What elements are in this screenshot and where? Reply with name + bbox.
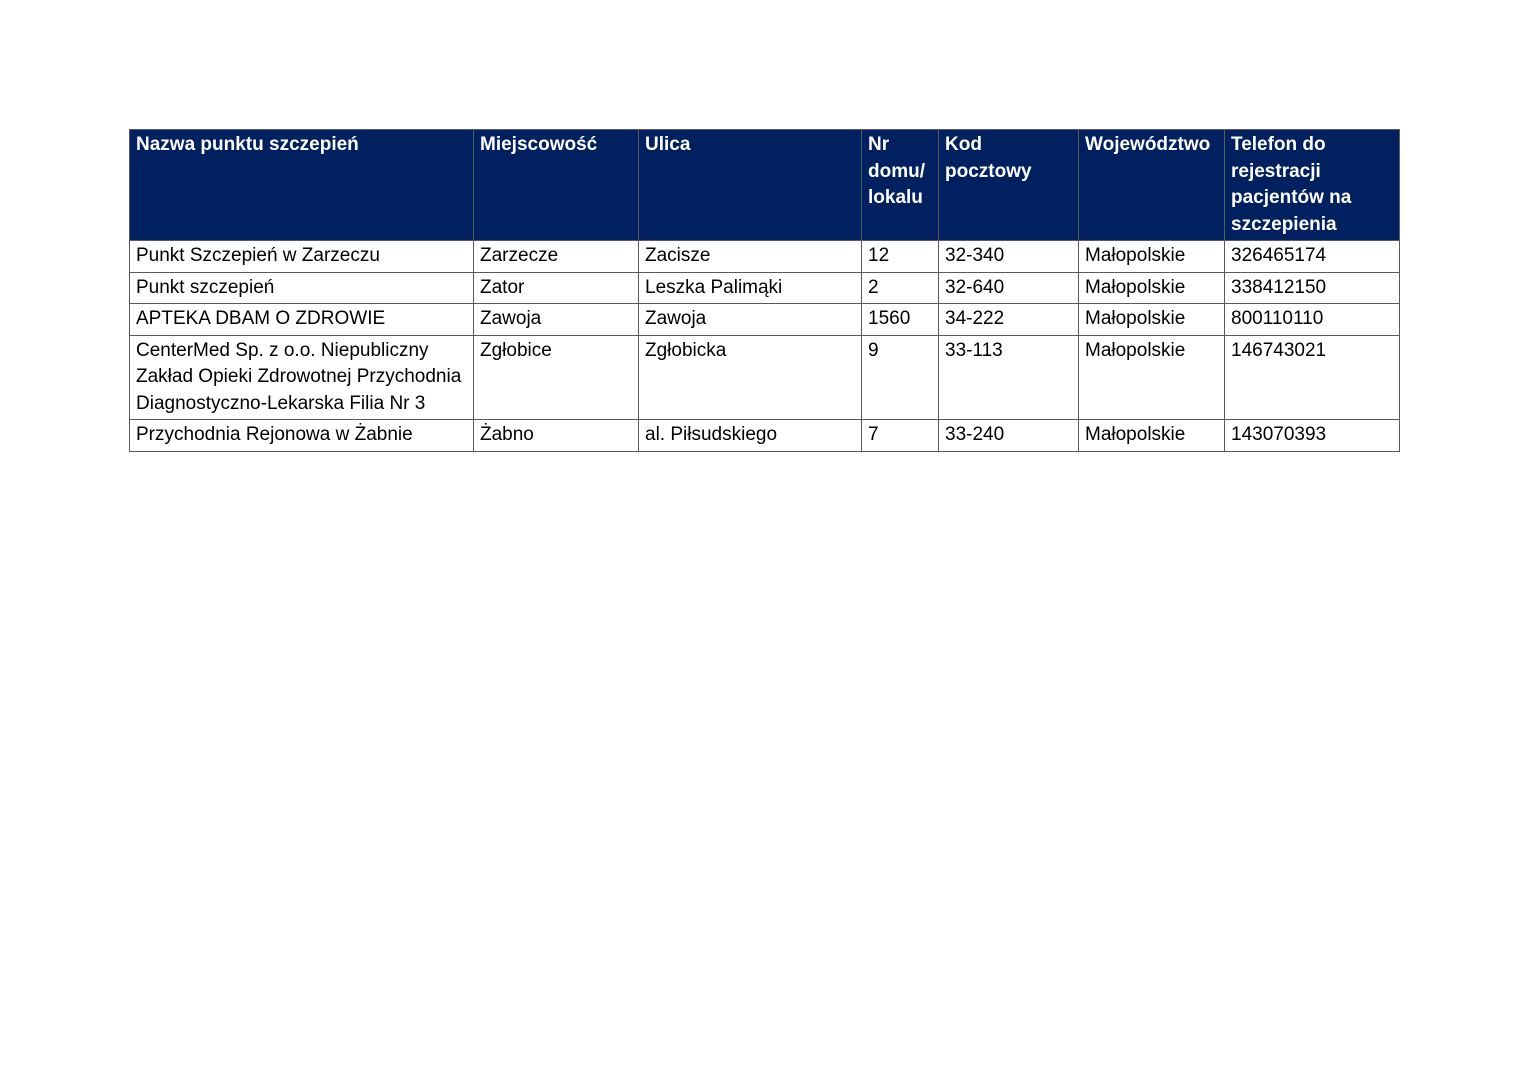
cell-postal-code: 33-240 <box>939 420 1079 452</box>
column-header-voivodeship: Województwo <box>1079 130 1225 241</box>
cell-postal-code: 32-640 <box>939 272 1079 304</box>
table-row <box>130 241 1400 273</box>
cell-phone: 338412150 <box>1225 272 1400 304</box>
cell-phone: 326465174 <box>1225 241 1400 273</box>
cell-street: Zgłobicka <box>639 335 862 420</box>
cell-name: Punkt szczepień <box>130 272 474 304</box>
cell-street: al. Piłsudskiego <box>639 420 862 452</box>
cell-phone: 800110110 <box>1225 304 1400 336</box>
table-row <box>130 420 1400 452</box>
cell-street: Leszka Palimąki <box>639 272 862 304</box>
cell-voivodeship: Małopolskie <box>1079 335 1225 420</box>
cell-voivodeship: Małopolskie <box>1079 420 1225 452</box>
cell-town: Zarzecze <box>474 241 639 273</box>
table-row <box>130 272 1400 304</box>
cell-house-number: 1560 <box>862 304 939 336</box>
cell-phone: 143070393 <box>1225 420 1400 452</box>
cell-postal-code: 32-340 <box>939 241 1079 273</box>
column-header-street: Ulica <box>639 130 862 241</box>
cell-house-number: 7 <box>862 420 939 452</box>
column-header-town: Miejscowość <box>474 130 639 241</box>
cell-town: Zgłobice <box>474 335 639 420</box>
cell-house-number: 9 <box>862 335 939 420</box>
cell-phone: 146743021 <box>1225 335 1400 420</box>
cell-voivodeship: Małopolskie <box>1079 304 1225 336</box>
cell-street: Zawoja <box>639 304 862 336</box>
cell-house-number: 2 <box>862 272 939 304</box>
column-header-house-number: Nr domu/ lokalu <box>862 130 939 241</box>
table-row <box>130 304 1400 336</box>
cell-postal-code: 34-222 <box>939 304 1079 336</box>
cell-name: Punkt Szczepień w Zarzeczu <box>130 241 474 273</box>
cell-name: APTEKA DBAM O ZDROWIE <box>130 304 474 336</box>
cell-voivodeship: Małopolskie <box>1079 272 1225 304</box>
cell-town: Zator <box>474 272 639 304</box>
table-row <box>130 335 1400 420</box>
column-header-name: Nazwa punktu szczepień <box>130 130 474 241</box>
table-header-row <box>130 130 1400 241</box>
cell-town: Żabno <box>474 420 639 452</box>
cell-name: CenterMed Sp. z o.o. Niepubliczny Zakład Opieki Zdrowotnej Przychodnia Diagnostyczno-Lekarska Filia Nr 3 <box>130 335 474 420</box>
column-header-postal-code: Kod pocztowy <box>939 130 1079 241</box>
cell-street: Zacisze <box>639 241 862 273</box>
cell-house-number: 12 <box>862 241 939 273</box>
cell-town: Zawoja <box>474 304 639 336</box>
cell-name: Przychodnia Rejonowa w Żabnie <box>130 420 474 452</box>
column-header-phone: Telefon do rejestracji pacjentów na szczepienia <box>1225 130 1400 241</box>
vaccination-points-table <box>129 129 1400 452</box>
cell-postal-code: 33-113 <box>939 335 1079 420</box>
cell-voivodeship: Małopolskie <box>1079 241 1225 273</box>
